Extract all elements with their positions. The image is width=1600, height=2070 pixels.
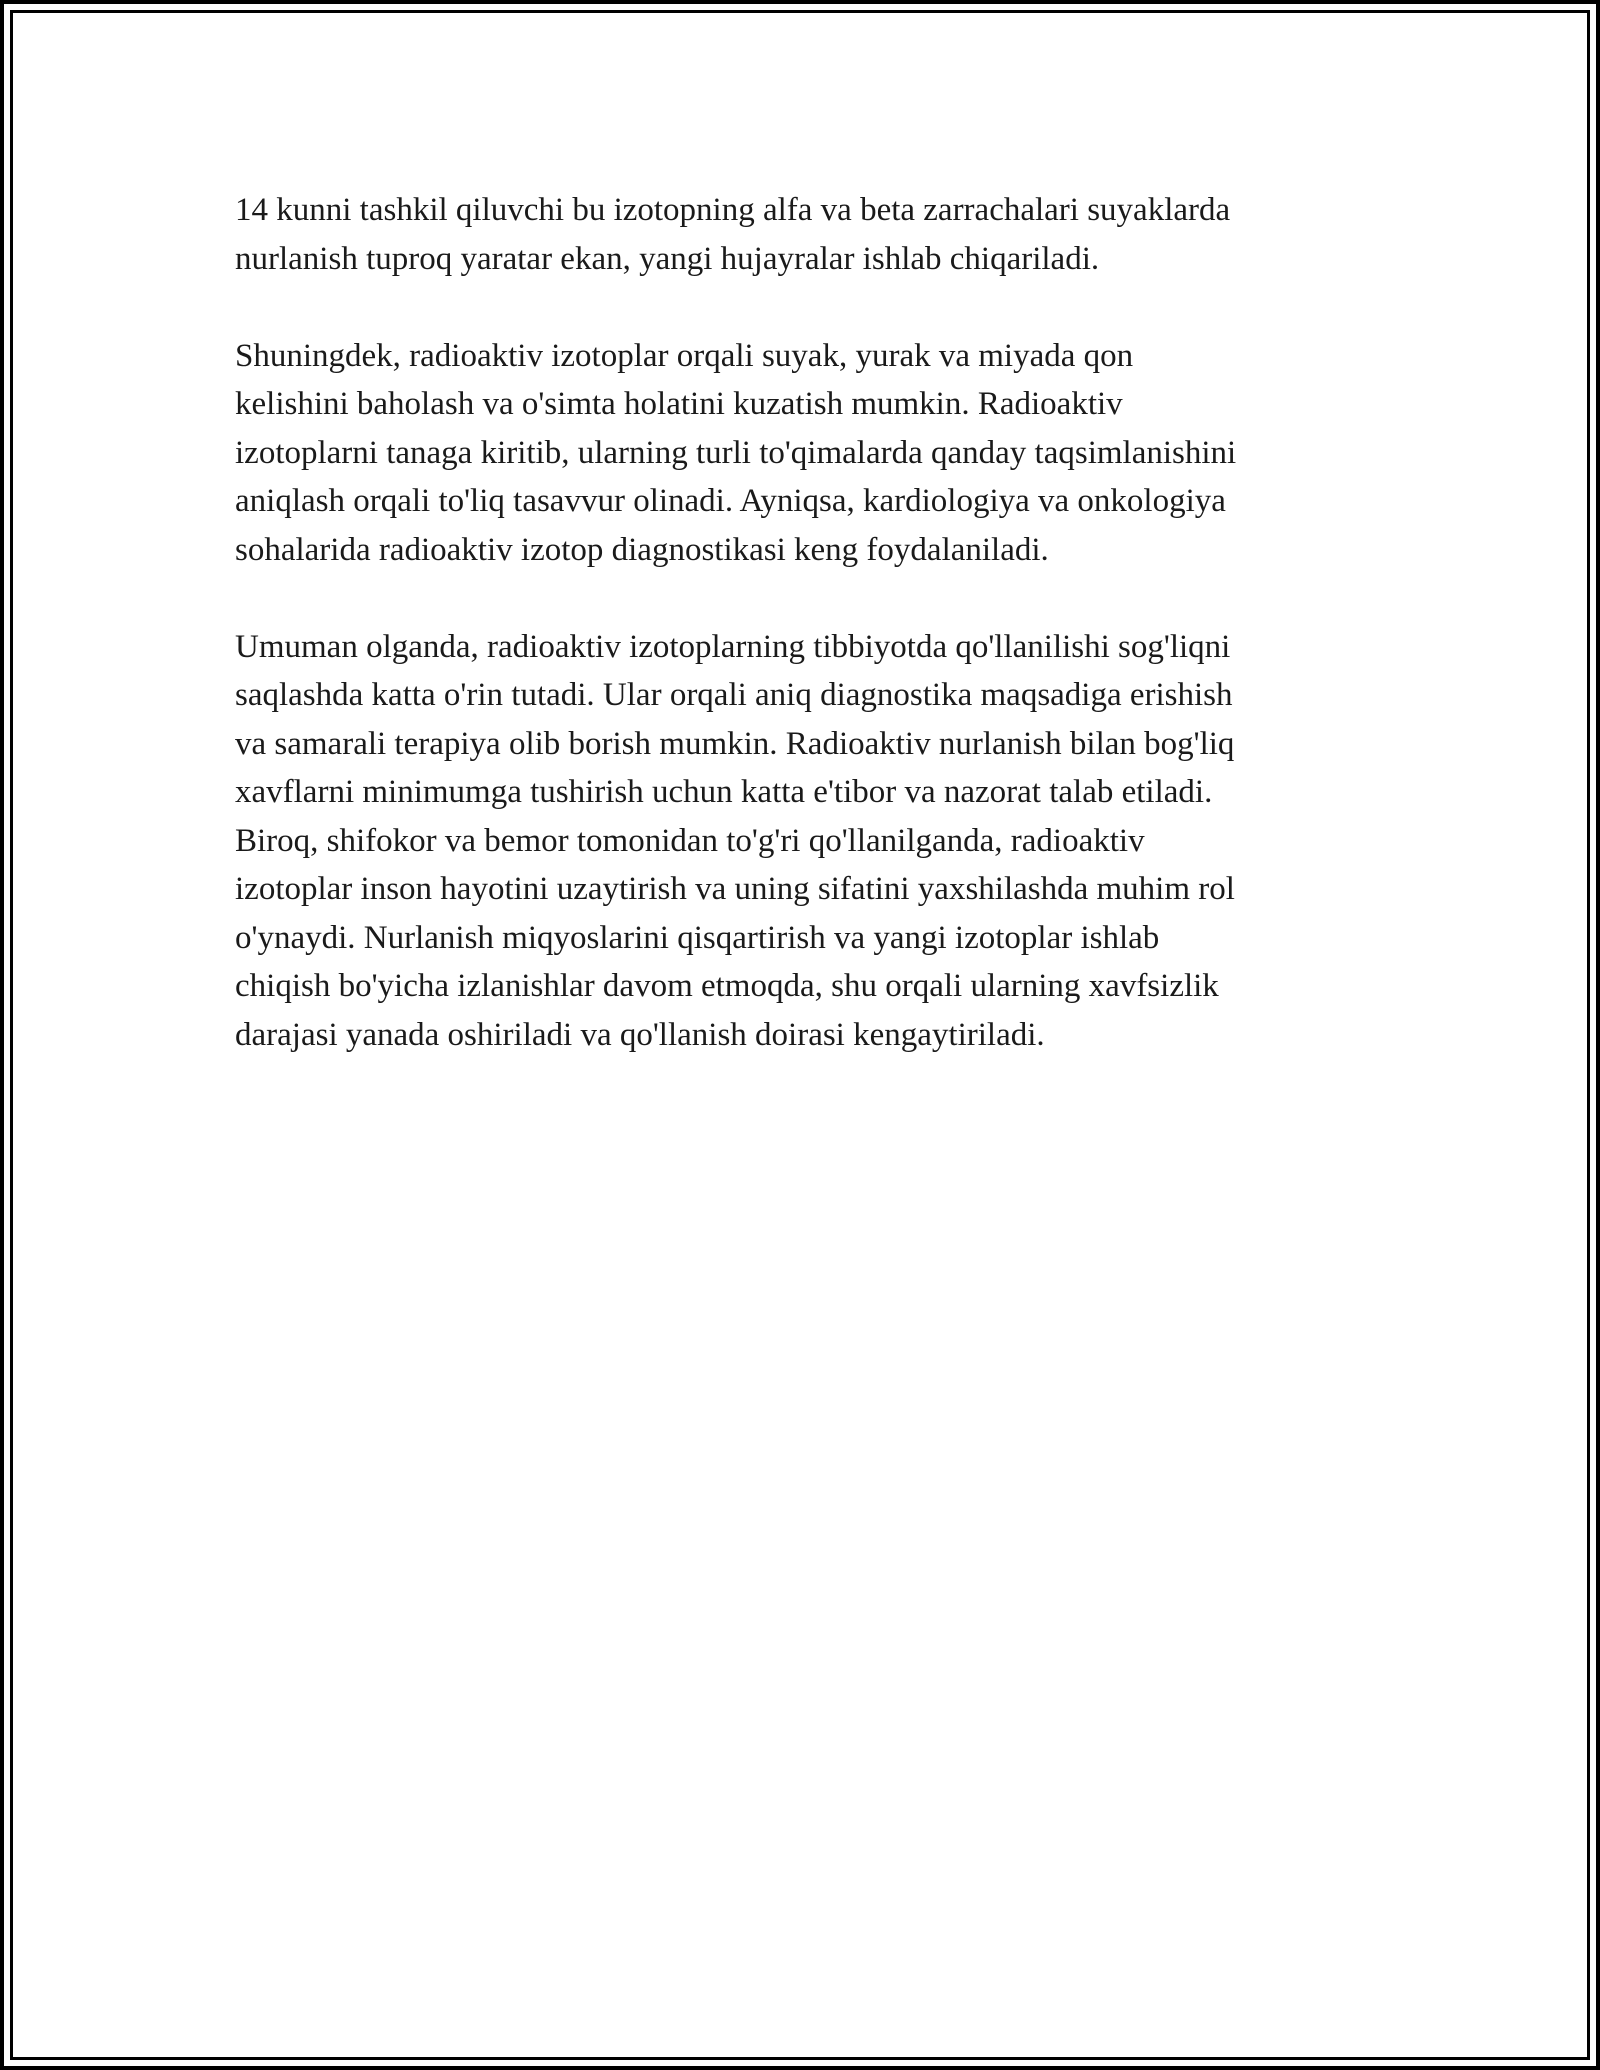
- paragraph-2: Shuningdek, radioaktiv izotoplar orqali suyak, yurak va miyada qon kelishini baholash va o'simta holatini kuzatish mumkin. Radioaktiv izotoplarni tanaga kiritib, ularning turli to'qimalarda qanday taqsimlanishini aniqlash orqali to'liq tasavvur olinadi. Ayniqsa, kardiologiya va onkologiya sohalarida radioaktiv izotop diagnostikasi keng foydalaniladi.: [235, 337, 1237, 568]
- paragraph-1: 14 kunni tashkil qiluvchi bu izotopning alfa va beta zarrachalari suyaklarda nurlanish tuproq yaratar ekan, yangi hujayralar ishlab chiqariladi.: [235, 192, 1231, 277]
- document-body: [235, 186, 1365, 1108]
- paragraph-3: Umuman olganda, radioaktiv izotoplarning tibbiyotda qo'llanilishi sog'liqni saqlashda katta o'rin tutadi. Ular orqali aniq diagnostika maqsadiga erishish va samarali terapiya olib borish mumkin. Radioaktiv nurlanish bilan bog'liq xavflarni minimumga tushirish uchun katta e'tibor va nazorat talab etiladi. Biroq, shifokor va bemor tomonidan to'g'ri qo'llanilganda, radioaktiv izotoplar inson hayotini uzaytirish va uning sifatini yaxshilashda muhim rol o'ynaydi. Nurlanish miqyoslarini qisqartirish va yangi izotoplar ishlab chiqish bo'yicha izlanishlar davom etmoqda, shu orqali ularning xavfsizlik darajasi yanada oshiriladi va qo'llanish doirasi kengaytiriladi.: [235, 628, 1235, 1053]
